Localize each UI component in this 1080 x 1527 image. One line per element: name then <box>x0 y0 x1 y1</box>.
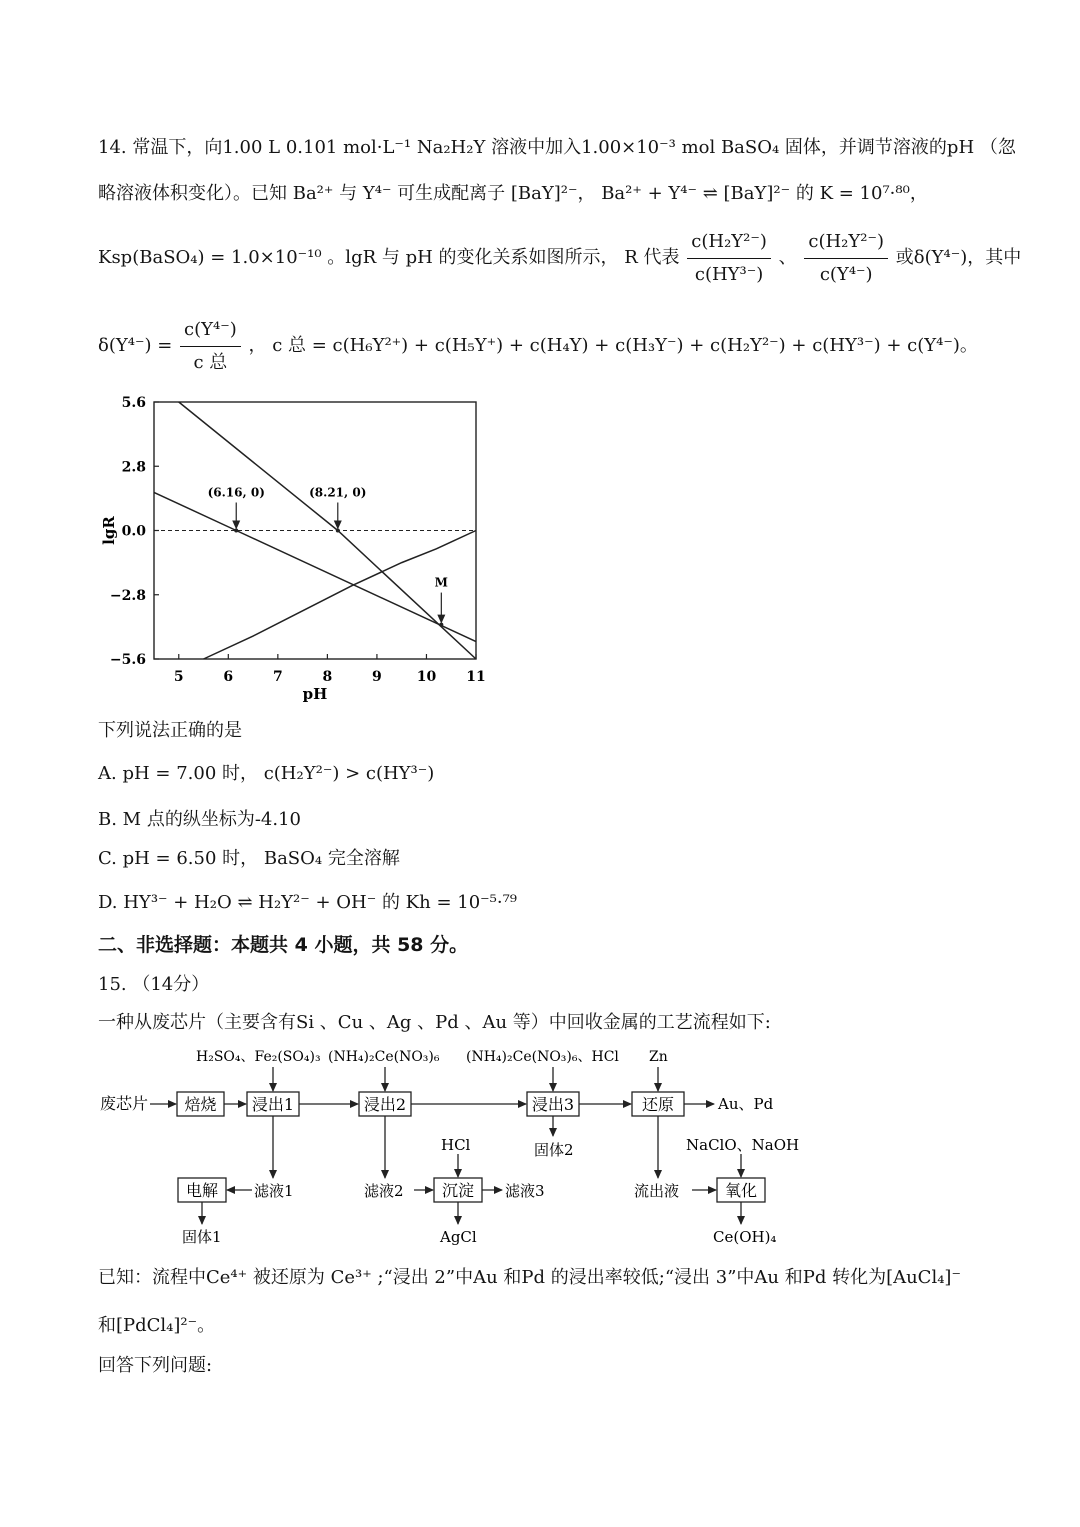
reagent-label-2: (NH₄)₂Ce(NO₃)₆ <box>328 1049 440 1065</box>
fraction-h2y-over-hy <box>687 229 771 288</box>
box-reduce-label: 还原 <box>641 1095 675 1114</box>
known-line-1: 已知：流程中Ce⁴⁺ 被还原为 Ce³⁺ ;“浸出 2”中Au 和Pd 的浸出率较低;“浸出 3”中Au 和Pd 转化为[AuCl₄]⁻ <box>98 1267 961 1288</box>
answer-prompt: 回答下列问题: <box>98 1355 213 1376</box>
known-line-2: 和[PdCl₄]²⁻。 <box>98 1315 216 1336</box>
lgr-ph-chart <box>98 388 518 708</box>
x-tick-label: 7 <box>272 669 283 685</box>
y-tick-label: −5.6 <box>109 652 146 668</box>
q14-line-3-tail: 或δ(Y⁴⁻)，其中 <box>895 247 1022 268</box>
box-oxidize-label: 氧化 <box>724 1181 758 1200</box>
x-tick-label: 8 <box>322 669 333 685</box>
reagent-label-4: Zn <box>649 1049 668 1065</box>
option-d: D. HY³⁻ + H₂O ⇌ H₂Y²⁻ + OH⁻ 的 Kh = 10⁻⁵·⁷⁹ <box>98 892 518 913</box>
fraction-denominator: c(Y⁴⁻) <box>819 263 873 285</box>
x-tick-label: 6 <box>223 669 234 685</box>
box-leach-3-label: 浸出3 <box>531 1095 575 1114</box>
q15-header: 15. （14分） <box>98 974 210 995</box>
series-line-3 <box>204 531 476 660</box>
annotation-label: M <box>434 575 448 590</box>
fraction-h2y-over-y <box>804 229 888 288</box>
x-axis-label: pH <box>302 685 328 703</box>
annotation-arrowhead <box>232 521 240 530</box>
reagent-label-3: (NH₄)₂Ce(NO₃)₆、HCl <box>466 1049 619 1065</box>
series-line-1 <box>154 492 476 641</box>
section-heading: 二、非选择题：本题共 4 小题，共 58 分。 <box>98 934 469 956</box>
q14-line-4 <box>98 316 978 378</box>
y-tick-label: 0.0 <box>121 523 146 540</box>
q14-line-2: 略溶液体积变化）。已知 Ba²⁺ 与 Y⁴⁻ 可生成配离子 [BaY]²⁻， Ba²⁺ + Y⁴⁻ ⇌ [BaY]²⁻ 的 K = 10⁷·⁸⁰， <box>98 183 928 204</box>
filtrate-3-label: 滤液3 <box>505 1182 545 1200</box>
box-leach-1-label: 浸出1 <box>251 1095 295 1114</box>
solid-2-label: 固体2 <box>534 1141 574 1159</box>
x-tick-label: 10 <box>416 669 437 685</box>
c-total-expression: ， c 总 = c(H₆Y²⁺) + c(H₅Y⁺) + c(H₄Y) + c(H₃Y⁻) + c(H₂Y²⁻) + c(HY³⁻) + c(Y⁴⁻)。 <box>248 335 978 356</box>
filtrate-2-label: 滤液2 <box>364 1182 404 1200</box>
process-flow-diagram <box>96 1042 816 1252</box>
fraction-delta <box>180 317 241 376</box>
option-a: A. pH = 7.00 时， c(H₂Y²⁻) > c(HY³⁻) <box>98 763 435 784</box>
fraction-denominator: c(HY³⁻) <box>694 263 764 285</box>
fraction-denominator: c 总 <box>193 351 228 373</box>
annotation-point <box>336 529 340 533</box>
annotation-arrowhead <box>437 615 445 624</box>
x-tick-label: 9 <box>372 669 382 685</box>
product-au-pd: Au、Pd <box>718 1095 774 1113</box>
x-tick-label: 5 <box>173 669 184 685</box>
box-precipitation-label: 沉淀 <box>441 1181 475 1200</box>
option-c: C. pH = 6.50 时， BaSO₄ 完全溶解 <box>98 848 400 869</box>
fraction-numerator: c(Y⁴⁻) <box>180 317 241 347</box>
box-roast-label: 焙烧 <box>184 1095 217 1114</box>
q14-line-1: 14. 常温下，向1.00 L 0.101 mol·L⁻¹ Na₂H₂Y 溶液中加入1.00×10⁻³ mol BaSO₄ 固体，并调节溶液的pH （忽 <box>98 137 1016 158</box>
y-axis-label: lgR <box>100 516 118 545</box>
q14-line-3 <box>98 228 1021 290</box>
annotation-point <box>439 623 443 627</box>
fraction-numerator: c(H₂Y²⁻) <box>804 229 888 259</box>
ceoh4-label: Ce(OH)₄ <box>713 1228 777 1246</box>
solid-1-label: 固体1 <box>182 1228 222 1246</box>
hcl-label: HCl <box>441 1136 471 1154</box>
y-tick-label: −2.8 <box>109 587 146 604</box>
prompt-text: 下列说法正确的是 <box>98 720 242 741</box>
separator: 、 <box>778 247 797 268</box>
y-tick-label: 2.8 <box>121 459 146 476</box>
annotation-point <box>234 529 238 533</box>
x-tick-label: 11 <box>466 669 486 685</box>
filtrate-1-label: 滤液1 <box>254 1182 294 1200</box>
q14-line-3-text: Ksp(BaSO₄) = 1.0×10⁻¹⁰ 。lgR 与 pH 的变化关系如图所示， R 代表 <box>98 247 680 268</box>
q15-intro: 一种从废芯片（主要含有Si 、Cu 、Ag 、Pd 、Au 等）中回收金属的工艺流程如下: <box>98 1012 771 1033</box>
annotation-label: (6.16, 0) <box>207 485 265 500</box>
effluent-label: 流出液 <box>634 1182 680 1200</box>
y-tick-label: 5.6 <box>121 395 146 411</box>
delta-lhs: δ(Y⁴⁻) = <box>98 335 173 356</box>
box-leach-2-label: 浸出2 <box>363 1095 407 1114</box>
option-b: B. M 点的纵坐标为-4.10 <box>98 809 301 830</box>
reagent-label-1: H₂SO₄、Fe₂(SO₄)₃ <box>196 1049 321 1065</box>
annotation-label: (8.21, 0) <box>309 485 367 500</box>
naclo-naoh-label: NaClO、NaOH <box>686 1136 800 1154</box>
agcl-label: AgCl <box>440 1228 477 1246</box>
raw-material-label: 废芯片 <box>100 1094 149 1113</box>
fraction-numerator: c(H₂Y²⁻) <box>687 229 771 259</box>
box-electrolysis-label: 电解 <box>185 1181 219 1200</box>
